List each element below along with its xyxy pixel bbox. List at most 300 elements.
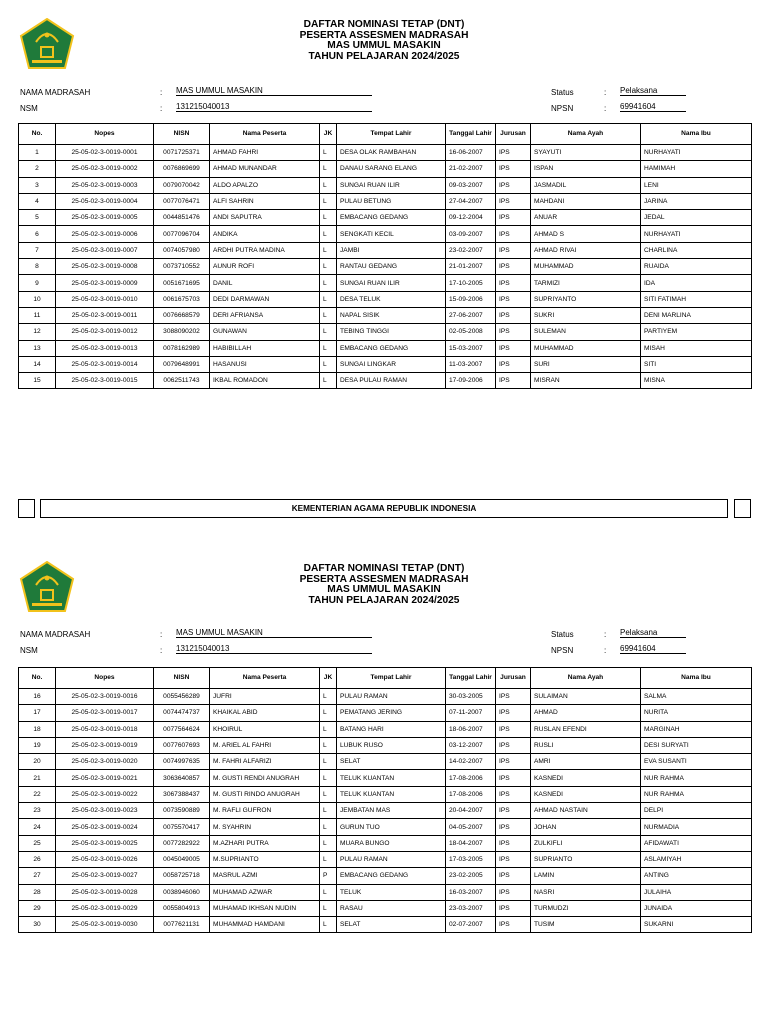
column-header: Nopes xyxy=(56,668,154,689)
cell-no: 29 xyxy=(19,900,56,916)
table-body xyxy=(19,145,752,389)
cell-tanggal-lahir: 23-02-2007 xyxy=(446,242,496,258)
table-row xyxy=(19,193,752,209)
cell-nama-ayah: SYAYUTI xyxy=(531,145,641,161)
cell-jurusan: IPS xyxy=(496,900,531,916)
npsn-label: NPSN xyxy=(551,104,574,113)
cell-no: 14 xyxy=(19,356,56,372)
table-row xyxy=(19,307,752,323)
cell-nama-ayah: MAHDANI xyxy=(531,193,641,209)
cell-nama-peserta: MUHAMAD IKHSAN NUDIN xyxy=(210,900,320,916)
cell-tempat-lahir: SUNGAI LINGKAR xyxy=(337,356,446,372)
cell-jk: L xyxy=(320,356,337,372)
cell-no: 17 xyxy=(19,705,56,721)
cell-nopes: 25-05-02-3-0019-0011 xyxy=(56,307,154,323)
cell-nama-ibu: NURHAYATI xyxy=(641,226,752,242)
title-line: DAFTAR NOMINASI TETAP (DNT) xyxy=(303,19,465,30)
cell-jk: L xyxy=(320,851,337,867)
status-label: Status xyxy=(551,630,574,639)
cell-nisn: 0075570417 xyxy=(154,819,210,835)
cell-tanggal-lahir: 21-02-2007 xyxy=(446,161,496,177)
cell-tanggal-lahir: 27-06-2007 xyxy=(446,307,496,323)
cell-nopes: 25-05-02-3-0019-0015 xyxy=(56,373,154,389)
cell-tanggal-lahir: 16-03-2007 xyxy=(446,884,496,900)
colon: : xyxy=(160,646,163,655)
cell-nama-ayah: SUPRIANTO xyxy=(531,851,641,867)
cell-tempat-lahir: SENGKATI KECIL xyxy=(337,226,446,242)
cell-no: 21 xyxy=(19,770,56,786)
cell-jk: L xyxy=(320,340,337,356)
cell-no: 8 xyxy=(19,259,56,275)
cell-nama-peserta: JUFRI xyxy=(210,689,320,705)
cell-nopes: 25-05-02-3-0019-0021 xyxy=(56,770,154,786)
cell-nama-ayah: MUHAMMAD xyxy=(531,340,641,356)
cell-jurusan: IPS xyxy=(496,161,531,177)
cell-nama-peserta: AHMAD FAHRI xyxy=(210,145,320,161)
cell-nama-ibu: SITI FATIMAH xyxy=(641,291,752,307)
cell-jurusan: IPS xyxy=(496,226,531,242)
cell-nisn: 0077076471 xyxy=(154,193,210,209)
cell-nisn: 0078162989 xyxy=(154,340,210,356)
cell-nopes: 25-05-02-3-0019-0010 xyxy=(56,291,154,307)
cell-tempat-lahir: DANAU SARANG ELANG xyxy=(337,161,446,177)
cell-nopes: 25-05-02-3-0019-0014 xyxy=(56,356,154,372)
cell-nama-peserta: MASRUL AZMI xyxy=(210,868,320,884)
table-row xyxy=(19,737,752,753)
column-header: Tempat Lahir xyxy=(337,668,446,689)
cell-nama-ayah: SULEMAN xyxy=(531,324,641,340)
cell-tempat-lahir: TELUK KUANTAN xyxy=(337,770,446,786)
cell-tempat-lahir: GURUN TUO xyxy=(337,819,446,835)
cell-nama-peserta: KHAIKAL ABID xyxy=(210,705,320,721)
cell-tanggal-lahir: 02-07-2007 xyxy=(446,917,496,933)
table-row xyxy=(19,275,752,291)
cell-nama-ibu: MARGINAH xyxy=(641,721,752,737)
column-header: NISN xyxy=(154,668,210,689)
cell-nama-ibu: DELPI xyxy=(641,803,752,819)
column-header: No. xyxy=(19,124,56,145)
title-line: TAHUN PELAJARAN 2024/2025 xyxy=(308,594,460,606)
cell-nama-peserta: M. GUSTI RENDI ANUGRAH xyxy=(210,770,320,786)
cell-jurusan: IPS xyxy=(496,754,531,770)
cell-nopes: 25-05-02-3-0019-0013 xyxy=(56,340,154,356)
cell-nama-ibu: MISNA xyxy=(641,373,752,389)
cell-tempat-lahir: BATANG HARI xyxy=(337,721,446,737)
cell-tanggal-lahir: 04-05-2007 xyxy=(446,819,496,835)
cell-nopes: 25-05-02-3-0019-0005 xyxy=(56,210,154,226)
cell-jurusan: IPS xyxy=(496,356,531,372)
cell-tanggal-lahir: 15-09-2006 xyxy=(446,291,496,307)
cell-jk: L xyxy=(320,819,337,835)
cell-nopes: 25-05-02-3-0019-0027 xyxy=(56,868,154,884)
cell-jk: L xyxy=(320,210,337,226)
cell-nisn: 3067388437 xyxy=(154,786,210,802)
cell-tanggal-lahir: 17-08-2006 xyxy=(446,770,496,786)
column-header: JK xyxy=(320,124,337,145)
cell-tanggal-lahir: 09-03-2007 xyxy=(446,177,496,193)
cell-tanggal-lahir: 17-10-2005 xyxy=(446,275,496,291)
cell-tanggal-lahir: 15-03-2007 xyxy=(446,340,496,356)
cell-nama-ayah: AMRI xyxy=(531,754,641,770)
cell-jurusan: IPS xyxy=(496,786,531,802)
table-row xyxy=(19,900,752,916)
npsn-label: NPSN xyxy=(551,646,574,655)
cell-nisn: 0077607693 xyxy=(154,737,210,753)
cell-jk: L xyxy=(320,884,337,900)
colon: : xyxy=(160,630,163,639)
table-row xyxy=(19,145,752,161)
cell-jk: L xyxy=(320,754,337,770)
cell-nama-ayah: ISPAN xyxy=(531,161,641,177)
cell-nama-ayah: JOHAN xyxy=(531,819,641,835)
cell-tempat-lahir: LUBUK RUSO xyxy=(337,737,446,753)
cell-tempat-lahir: SUNGAI RUAN ILIR xyxy=(337,275,446,291)
cell-jk: L xyxy=(320,721,337,737)
cell-tempat-lahir: PULAU BETUNG xyxy=(337,193,446,209)
cell-nama-ayah: SUKRI xyxy=(531,307,641,323)
cell-nopes: 25-05-02-3-0019-0028 xyxy=(56,884,154,900)
cell-tanggal-lahir: 18-04-2007 xyxy=(446,835,496,851)
cell-nama-peserta: HABIBILLAH xyxy=(210,340,320,356)
participants-table xyxy=(18,667,752,933)
cell-nama-ayah: RUSLAN EFENDI xyxy=(531,721,641,737)
cell-nama-ibu: SITI xyxy=(641,356,752,372)
cell-nama-ibu: SUKARNI xyxy=(641,917,752,933)
cell-nama-peserta: MUHAMMAD HAMDANI xyxy=(210,917,320,933)
cell-jurusan: IPS xyxy=(496,259,531,275)
title-line: MAS UMMUL MASAKIN xyxy=(327,584,441,596)
cell-nama-ibu: NUR RAHMA xyxy=(641,786,752,802)
cell-tanggal-lahir: 23-02-2005 xyxy=(446,868,496,884)
cell-jurusan: IPS xyxy=(496,177,531,193)
cell-nopes: 25-05-02-3-0019-0020 xyxy=(56,754,154,770)
cell-nama-peserta: ALFI SAHRIN xyxy=(210,193,320,209)
cell-tanggal-lahir: 23-03-2007 xyxy=(446,900,496,916)
cell-tanggal-lahir: 18-06-2007 xyxy=(446,721,496,737)
cell-nama-ayah: RUSLI xyxy=(531,737,641,753)
cell-jk: L xyxy=(320,242,337,258)
column-header: Jurusan xyxy=(496,668,531,689)
cell-jk: L xyxy=(320,307,337,323)
cell-nisn: 0045049005 xyxy=(154,851,210,867)
school-meta xyxy=(0,86,768,116)
cell-nama-peserta: AHMAD MUNANDAR xyxy=(210,161,320,177)
cell-nama-peserta: KHOIRUL xyxy=(210,721,320,737)
title-line: DAFTAR NOMINASI TETAP (DNT) xyxy=(303,563,465,574)
status-value: Pelaksana xyxy=(620,86,686,96)
cell-no: 23 xyxy=(19,803,56,819)
cell-nama-ibu: NURMADIA xyxy=(641,819,752,835)
cell-tanggal-lahir: 16-06-2007 xyxy=(446,145,496,161)
cell-nama-ayah: AHMAD xyxy=(531,705,641,721)
cell-nama-peserta: M.SUPRIANTO xyxy=(210,851,320,867)
table-body xyxy=(19,689,752,933)
cell-nama-ayah: ANUAR xyxy=(531,210,641,226)
cell-no: 12 xyxy=(19,324,56,340)
cell-tempat-lahir: EMBACANG GEDANG xyxy=(337,868,446,884)
nama-madrasah-label: NAMA MADRASAH xyxy=(20,88,91,97)
table-row xyxy=(19,340,752,356)
column-header: No. xyxy=(19,668,56,689)
table-row xyxy=(19,291,752,307)
cell-nisn: 0071725371 xyxy=(154,145,210,161)
cell-nopes: 25-05-02-3-0019-0025 xyxy=(56,835,154,851)
cell-nopes: 25-05-02-3-0019-0012 xyxy=(56,324,154,340)
cell-no: 25 xyxy=(19,835,56,851)
cell-nama-ayah: MUHAMMAD xyxy=(531,259,641,275)
table-row xyxy=(19,210,752,226)
cell-nopes: 25-05-02-3-0019-0024 xyxy=(56,819,154,835)
cell-jurusan: IPS xyxy=(496,803,531,819)
cell-tempat-lahir: NAPAL SISIK xyxy=(337,307,446,323)
cell-no: 4 xyxy=(19,193,56,209)
cell-no: 10 xyxy=(19,291,56,307)
cell-jurusan: IPS xyxy=(496,324,531,340)
cell-jurusan: IPS xyxy=(496,193,531,209)
cell-nama-ibu: ANTING xyxy=(641,868,752,884)
cell-tempat-lahir: EMBACANG GEDANG xyxy=(337,210,446,226)
footer-ministry-text: KEMENTERIAN AGAMA REPUBLIK INDONESIA xyxy=(40,499,728,518)
cell-jurusan: IPS xyxy=(496,373,531,389)
cell-nisn: 0073590889 xyxy=(154,803,210,819)
cell-jk: L xyxy=(320,705,337,721)
cell-nisn: 0079648991 xyxy=(154,356,210,372)
cell-tanggal-lahir: 11-03-2007 xyxy=(446,356,496,372)
cell-tanggal-lahir: 20-04-2007 xyxy=(446,803,496,819)
cell-nopes: 25-05-02-3-0019-0022 xyxy=(56,786,154,802)
cell-nisn: 0044851476 xyxy=(154,210,210,226)
cell-no: 3 xyxy=(19,177,56,193)
cell-tanggal-lahir: 03-09-2007 xyxy=(446,226,496,242)
cell-nama-peserta: M. ARIEL AL FAHRI xyxy=(210,737,320,753)
cell-jurusan: IPS xyxy=(496,819,531,835)
footer-banner xyxy=(18,499,751,519)
cell-tanggal-lahir: 09-12-2004 xyxy=(446,210,496,226)
table-row xyxy=(19,917,752,933)
cell-jk: L xyxy=(320,275,337,291)
cell-tempat-lahir: TEBING TINGGI xyxy=(337,324,446,340)
cell-jk: L xyxy=(320,770,337,786)
cell-tempat-lahir: PULAU RAMAN xyxy=(337,851,446,867)
cell-nama-ayah: TUSIM xyxy=(531,917,641,933)
cell-tanggal-lahir: 21-01-2007 xyxy=(446,259,496,275)
column-header: Tanggal Lahir xyxy=(446,668,496,689)
cell-nama-ibu: HAMIMAH xyxy=(641,161,752,177)
status-value: Pelaksana xyxy=(620,628,686,638)
cell-nama-ibu: SALMA xyxy=(641,689,752,705)
table-row xyxy=(19,884,752,900)
cell-jk: P xyxy=(320,868,337,884)
column-header: Nama Peserta xyxy=(210,124,320,145)
cell-jk: L xyxy=(320,145,337,161)
column-header: Nama Ibu xyxy=(641,668,752,689)
cell-nama-ibu: NURITA xyxy=(641,705,752,721)
footer-left-box xyxy=(18,499,35,518)
cell-nisn: 0077621131 xyxy=(154,917,210,933)
cell-nisn: 0055804913 xyxy=(154,900,210,916)
cell-nama-ayah: AHMAD S xyxy=(531,226,641,242)
cell-nisn: 0058725718 xyxy=(154,868,210,884)
cell-nama-peserta: IKBAL ROMADON xyxy=(210,373,320,389)
colon: : xyxy=(160,88,163,97)
cell-nama-ayah: SUPRIYANTO xyxy=(531,291,641,307)
cell-jurusan: IPS xyxy=(496,770,531,786)
table-row xyxy=(19,226,752,242)
cell-nopes: 25-05-02-3-0019-0002 xyxy=(56,161,154,177)
cell-nisn: 0062511743 xyxy=(154,373,210,389)
cell-nopes: 25-05-02-3-0019-0003 xyxy=(56,177,154,193)
npsn-value: 69941604 xyxy=(620,644,686,654)
cell-tempat-lahir: JEMBATAN MAS xyxy=(337,803,446,819)
document-title xyxy=(0,20,768,62)
cell-no: 6 xyxy=(19,226,56,242)
cell-no: 11 xyxy=(19,307,56,323)
document-title xyxy=(0,564,768,606)
cell-jurusan: IPS xyxy=(496,705,531,721)
cell-tempat-lahir: TELUK xyxy=(337,884,446,900)
cell-nama-peserta: DERI AFRIANSA xyxy=(210,307,320,323)
table-row xyxy=(19,356,752,372)
cell-nama-peserta: MUHAMAD AZWAR xyxy=(210,884,320,900)
cell-jk: L xyxy=(320,900,337,916)
table-header-row xyxy=(19,668,752,689)
column-header: NISN xyxy=(154,124,210,145)
cell-nisn: 0076668579 xyxy=(154,307,210,323)
table-row xyxy=(19,242,752,258)
cell-nama-peserta: M. FAHRI ALFARIZI xyxy=(210,754,320,770)
table-row xyxy=(19,689,752,705)
cell-nisn: 0076869699 xyxy=(154,161,210,177)
column-header: Nama Peserta xyxy=(210,668,320,689)
cell-tanggal-lahir: 17-03-2005 xyxy=(446,851,496,867)
cell-nopes: 25-05-02-3-0019-0008 xyxy=(56,259,154,275)
nsm-label: NSM xyxy=(20,646,38,655)
cell-nama-ayah: JASMADIL xyxy=(531,177,641,193)
table-row xyxy=(19,868,752,884)
participants-table xyxy=(18,123,752,389)
cell-jurusan: IPS xyxy=(496,737,531,753)
cell-jk: L xyxy=(320,324,337,340)
cell-nopes: 25-05-02-3-0019-0018 xyxy=(56,721,154,737)
cell-no: 20 xyxy=(19,754,56,770)
table-row xyxy=(19,754,752,770)
colon: : xyxy=(604,630,607,639)
cell-tempat-lahir: DESA TELUK xyxy=(337,291,446,307)
title-line: MAS UMMUL MASAKIN xyxy=(327,40,441,52)
colon: : xyxy=(604,646,607,655)
column-header: JK xyxy=(320,668,337,689)
cell-nama-peserta: ANDIKA xyxy=(210,226,320,242)
cell-nisn: 0061675703 xyxy=(154,291,210,307)
cell-tempat-lahir: RANTAU GEDANG xyxy=(337,259,446,275)
cell-nopes: 25-05-02-3-0019-0016 xyxy=(56,689,154,705)
column-header: Nama Ibu xyxy=(641,124,752,145)
colon: : xyxy=(160,104,163,113)
cell-nopes: 25-05-02-3-0019-0009 xyxy=(56,275,154,291)
cell-jurusan: IPS xyxy=(496,835,531,851)
cell-nama-ibu: JARINA xyxy=(641,193,752,209)
table-row xyxy=(19,161,752,177)
column-header: Tempat Lahir xyxy=(337,124,446,145)
cell-nisn: 3063640857 xyxy=(154,770,210,786)
cell-nama-ayah: NASRI xyxy=(531,884,641,900)
cell-jurusan: IPS xyxy=(496,145,531,161)
cell-nama-ibu: DESI SURYATI xyxy=(641,737,752,753)
cell-nopes: 25-05-02-3-0019-0030 xyxy=(56,917,154,933)
column-header: Nopes xyxy=(56,124,154,145)
cell-no: 5 xyxy=(19,210,56,226)
cell-nopes: 25-05-02-3-0019-0019 xyxy=(56,737,154,753)
cell-jurusan: IPS xyxy=(496,275,531,291)
cell-nama-peserta: DEDI DARMAWAN xyxy=(210,291,320,307)
cell-nama-ayah: KASNEDI xyxy=(531,786,641,802)
table-row xyxy=(19,721,752,737)
cell-tempat-lahir: EMBACANG GEDANG xyxy=(337,340,446,356)
cell-nopes: 25-05-02-3-0019-0029 xyxy=(56,900,154,916)
cell-nama-ibu: PARTIYEM xyxy=(641,324,752,340)
table-row xyxy=(19,259,752,275)
cell-nisn: 0077096704 xyxy=(154,226,210,242)
cell-nopes: 25-05-02-3-0019-0001 xyxy=(56,145,154,161)
table-header-row xyxy=(19,124,752,145)
table-row xyxy=(19,786,752,802)
cell-nama-ayah: SURI xyxy=(531,356,641,372)
cell-jk: L xyxy=(320,259,337,275)
table-row xyxy=(19,324,752,340)
nama-madrasah-value: MAS UMMUL MASAKIN xyxy=(176,86,372,96)
column-header: Jurusan xyxy=(496,124,531,145)
column-header: Nama Ayah xyxy=(531,668,641,689)
cell-nama-ayah: TARMIZI xyxy=(531,275,641,291)
cell-nama-ibu: NUR RAHMA xyxy=(641,770,752,786)
cell-nama-ibu: NURHAYATI xyxy=(641,145,752,161)
cell-jk: L xyxy=(320,835,337,851)
cell-nopes: 25-05-02-3-0019-0017 xyxy=(56,705,154,721)
cell-nama-peserta: HASANUSI xyxy=(210,356,320,372)
cell-jurusan: IPS xyxy=(496,242,531,258)
colon: : xyxy=(604,88,607,97)
cell-nisn: 3088090202 xyxy=(154,324,210,340)
table-row xyxy=(19,803,752,819)
cell-nama-ibu: EVA SUSANTI xyxy=(641,754,752,770)
table-row xyxy=(19,373,752,389)
cell-tempat-lahir: SUNGAI RUAN ILIR xyxy=(337,177,446,193)
cell-jk: L xyxy=(320,737,337,753)
cell-no: 28 xyxy=(19,884,56,900)
cell-nama-ibu: ASLAMIYAH xyxy=(641,851,752,867)
cell-nopes: 25-05-02-3-0019-0026 xyxy=(56,851,154,867)
npsn-value: 69941604 xyxy=(620,102,686,112)
cell-tempat-lahir: SELAT xyxy=(337,754,446,770)
cell-nama-ayah: AHMAD RIVAI xyxy=(531,242,641,258)
cell-no: 26 xyxy=(19,851,56,867)
cell-jk: L xyxy=(320,689,337,705)
cell-nopes: 25-05-02-3-0019-0023 xyxy=(56,803,154,819)
cell-nisn: 0077564624 xyxy=(154,721,210,737)
cell-nama-ibu: JUNAIDA xyxy=(641,900,752,916)
cell-nama-ayah: KASNEDI xyxy=(531,770,641,786)
table-row xyxy=(19,835,752,851)
table-row xyxy=(19,705,752,721)
cell-nisn: 0074997635 xyxy=(154,754,210,770)
cell-no: 7 xyxy=(19,242,56,258)
cell-nama-peserta: M. SYAHRIN xyxy=(210,819,320,835)
cell-nisn: 0051671695 xyxy=(154,275,210,291)
cell-jk: L xyxy=(320,177,337,193)
cell-jk: L xyxy=(320,803,337,819)
cell-nama-ibu: IDA xyxy=(641,275,752,291)
cell-jk: L xyxy=(320,161,337,177)
